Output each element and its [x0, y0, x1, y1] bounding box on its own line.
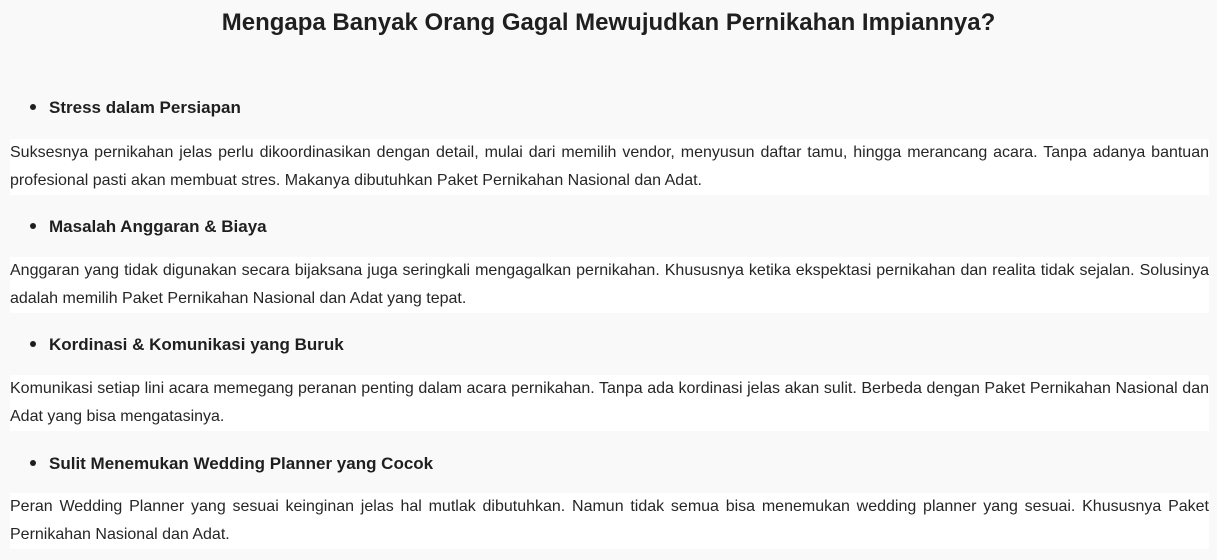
section-paragraph: Suksesnya pernikahan jelas perlu dikoordinasikan dengan detail, mulai dari memilih vendor, menyusun daftar tamu, hingga merancang acara. Tanpa adanya bantuan profesional pasti akan membuat stres. Makanya dibutuhkan Paket Pernikahan Nasional dan Adat.: [10, 139, 1209, 195]
section-heading: [30, 97, 241, 119]
section-heading-list: [30, 334, 344, 356]
bullet-icon: [30, 223, 36, 229]
bullet-icon: [30, 460, 36, 466]
section-heading: [30, 334, 344, 356]
section-heading-text: Stress dalam Persiapan: [49, 98, 241, 117]
section-paragraph: Komunikasi setiap lini acara memegang peranan penting dalam acara pernikahan. Tanpa ada kordinasi jelas akan sulit. Berbeda dengan Paket Pernikahan Nasional dan Adat yang bisa mengatasinya.: [10, 375, 1209, 431]
section-heading: [30, 216, 267, 238]
page-title: Mengapa Banyak Orang Gagal Mewujudkan Pernikahan Impiannya?: [221, 9, 996, 36]
section-heading-list: [30, 216, 267, 238]
section-heading-text: Sulit Menemukan Wedding Planner yang Cocok: [49, 454, 434, 473]
section-heading-list: [30, 97, 241, 119]
section-paragraph: Anggaran yang tidak digunakan secara bijaksana juga seringkali mengagalkan pernikahan. Khususnya ketika ekspektasi pernikahan dan realita tidak sejalan. Solusinya adalah memilih Paket Pernikahan Nasional dan Adat yang tepat.: [10, 257, 1209, 313]
section-heading-text: Kordinasi & Komunikasi yang Buruk: [49, 335, 344, 354]
section-heading: [30, 453, 433, 475]
bullet-icon: [30, 104, 36, 110]
section-heading-text: Masalah Anggaran & Biaya: [49, 217, 267, 236]
bullet-icon: [30, 341, 36, 347]
section-paragraph: Peran Wedding Planner yang sesuai keinginan jelas hal mutlak dibutuhkan. Namun tidak semua bisa menemukan wedding planner yang sesuai. Khususnya Paket Pernikahan Nasional dan Adat.: [10, 493, 1209, 549]
section-heading-list: [30, 453, 433, 475]
